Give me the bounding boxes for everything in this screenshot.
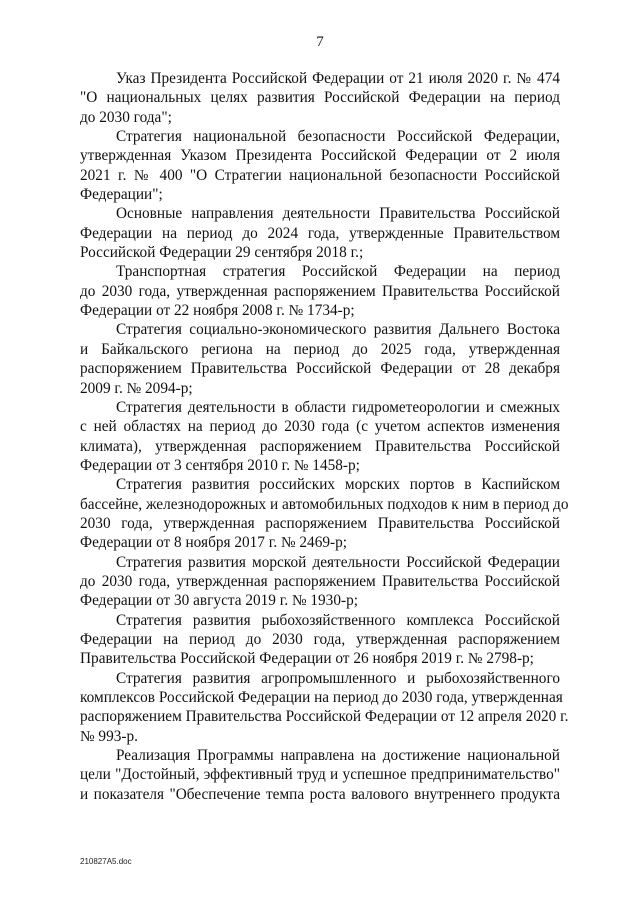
- paragraph-line: Федерации на период до 2030 года, утвержденная распоряжением: [80, 630, 560, 648]
- paragraph-line: до 2030 года";: [80, 108, 172, 126]
- paragraph-line: Российской Федерации 29 сентября 2018 г.;: [80, 244, 364, 262]
- paragraph: [80, 320, 560, 397]
- paragraph-line: до 2030 года, утвержденная распоряжением Правительства Российской: [80, 282, 560, 300]
- paragraph-line: Стратегия развития рыбохозяйственного комплекса Российской: [116, 611, 560, 629]
- paragraph-line: Стратегия деятельности в области гидрометеорологии и смежных: [116, 398, 560, 416]
- paragraph: [80, 127, 560, 204]
- document-body: [80, 69, 569, 804]
- paragraph-line: до 2030 года, утвержденная распоряжением Правительства Российской: [80, 572, 560, 590]
- paragraph-line: Транспортная стратегия Российской Федерации на период: [116, 263, 560, 281]
- paragraph-line: Федерации на период до 2024 года, утвержденные Правительством: [80, 224, 560, 242]
- paragraph-line: 2009 г. № 2094-р;: [80, 379, 193, 397]
- paragraph-line: цели "Достойный, эффективный труд и успешное предпринимательство": [80, 766, 560, 784]
- paragraph-line: Стратегия развития российских морских портов в Каспийском: [116, 476, 560, 494]
- paragraph: [80, 746, 560, 804]
- paragraph-line: Указ Президента Российской Федерации от 21 июля 2020 г. № 474: [116, 70, 560, 87]
- paragraph-line: распоряжением Правительства Российской Федерации от 28 декабря: [80, 360, 560, 378]
- paragraph-line: Федерации от 8 ноября 2017 г. № 2469-р;: [80, 534, 347, 552]
- paragraph: [80, 611, 560, 669]
- paragraph-line: Федерации от 22 ноября 2008 г. № 1734-р;: [80, 302, 355, 320]
- paragraph-line: бассейне, железнодорожных и автомобильных подходов к ним в период до: [80, 495, 569, 513]
- paragraph-line: климата), утвержденная распоряжением Правительства Российской: [80, 437, 560, 455]
- paragraph: [80, 669, 569, 746]
- paragraph-line: Федерации от 3 сентября 2010 г. № 1458-р;: [80, 456, 360, 474]
- paragraph-line: Стратегия национальной безопасности Российской Федерации,: [116, 128, 560, 146]
- paragraph: [80, 262, 560, 320]
- paragraph-line: Правительства Российской Федерации от 26 ноября 2019 г. № 2798-р;: [80, 650, 534, 668]
- paragraph: [80, 204, 560, 262]
- paragraph-line: и Байкальского региона на период до 2025 года, утвержденная: [80, 340, 560, 358]
- paragraph-line: "О национальных целях развития Российской Федерации на период: [80, 89, 560, 107]
- paragraph-line: утвержденная Указом Президента Российской Федерации от 2 июля: [80, 147, 560, 165]
- paragraph-line: и показателя "Обеспечение темпа роста валового внутреннего продукта: [80, 785, 560, 803]
- paragraph-line: с ней областях на период до 2030 года (с учетом аспектов изменения: [80, 418, 560, 436]
- paragraph-line: Стратегия развития агропромышленного и рыбохозяйственного: [116, 669, 560, 687]
- paragraph-line: Стратегия социально-экономического развития Дальнего Востока: [116, 321, 560, 339]
- paragraph-line: распоряжением Правительства Российской Федерации от 12 апреля 2020 г.: [80, 708, 569, 726]
- paragraph-line: Федерации от 30 августа 2019 г. № 1930-р;: [80, 592, 358, 610]
- paragraph-line: комплексов Российской Федерации на период до 2030 года, утвержденная: [80, 689, 563, 706]
- paragraph-line: 2030 года, утвержденная распоряжением Правительства Российской: [80, 514, 560, 532]
- paragraph-line: 2021 г. № 400 "О Стратегии национальной безопасности Российской: [80, 166, 560, 184]
- paragraph-line: № 993-р.: [80, 727, 138, 745]
- paragraph-line: Федерации";: [80, 186, 163, 204]
- page-number: 7: [316, 34, 324, 50]
- paragraph-line: Основные направления деятельности Правительства Российской: [116, 205, 560, 223]
- paragraph-line: Стратегия развития морской деятельности Российской Федерации: [116, 553, 560, 571]
- paragraph-line: Реализация Программы направлена на достижение национальной: [116, 747, 560, 765]
- paragraph: [80, 553, 560, 611]
- paragraph: [80, 398, 560, 475]
- paragraph: [80, 69, 560, 127]
- footer-doc-code: 210827A5.doc: [80, 857, 132, 866]
- paragraph: [80, 475, 569, 552]
